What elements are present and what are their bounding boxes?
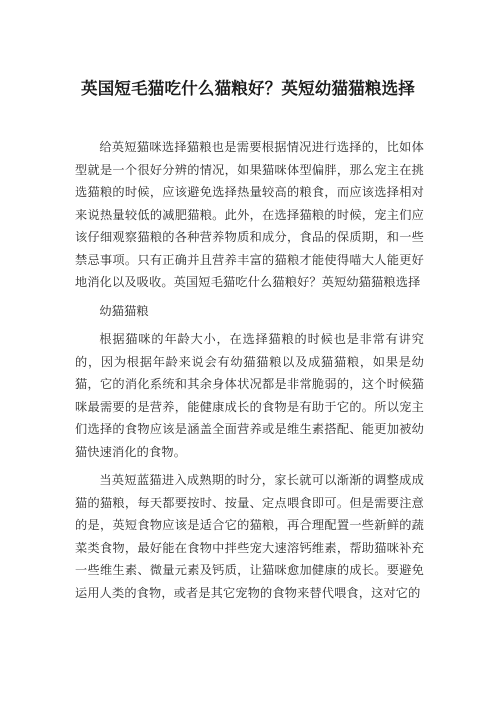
paragraph-intro: 给英短猫咪选择猫粮也是需要根据情况进行选择的，比如体型就是一个很好分辨的情况，如果猫咪体型偏胖，那么宠主在挑选猫粮的时候，应该避免选择热量较高的粮食，而应该选择相对来说热量较低的减肥猫粮。此外，在选择猫粮的时候，宠主们应该仔细观察猫粮的各种营养物质和成分，食品的保质期，和一些禁忌事项。只有正确并且营养丰富的猫粮才能使得喵大人能更好地消化以及吸收。英国短毛猫吃什么猫粮好？英短幼猫猫粮选择 xyxy=(75,140,424,289)
paragraph-kitten-food: 根据猫咪的年龄大小，在选择猫粮的时候也是非常有讲究的，因为根据年龄来说会有幼猫猫粮以及成猫猫粮，如果是幼猫，它的消化系统和其余身体状况都是非常脆弱的，这个时候猫咪最需要的是营养，能健康成长的食物是有助于它的。所以宠主们选择的食物应该是涵盖全面营养或是维生素搭配、能更加被幼猫快速消化的食物。 xyxy=(75,332,424,459)
paragraph-subheading: 幼猫猫粮 xyxy=(99,303,149,318)
page-title: 英国短毛猫吃什么猫粮好？英短幼猫猫粮选择 xyxy=(81,79,415,98)
paragraph-adult-food: 当英短蓝猫进入成熟期的时分，家长就可以渐渐的调整成成猫的猫粮，每天都要按时、按量、定点喂食即可。但是需要注意的是，英短食物应该是适合它的猫粮，再合理配置一些新鲜的蔬菜类食物，最好能在食物中拌些宠大速溶钙维素，帮助猫咪补充一些维生素、微量元素及钙质，让猫咪愈加健康的成长。要避免运用人类的食物，或者是其它宠物的食物来替代喂食，这对它的 xyxy=(75,473,424,600)
document-body xyxy=(75,136,424,604)
